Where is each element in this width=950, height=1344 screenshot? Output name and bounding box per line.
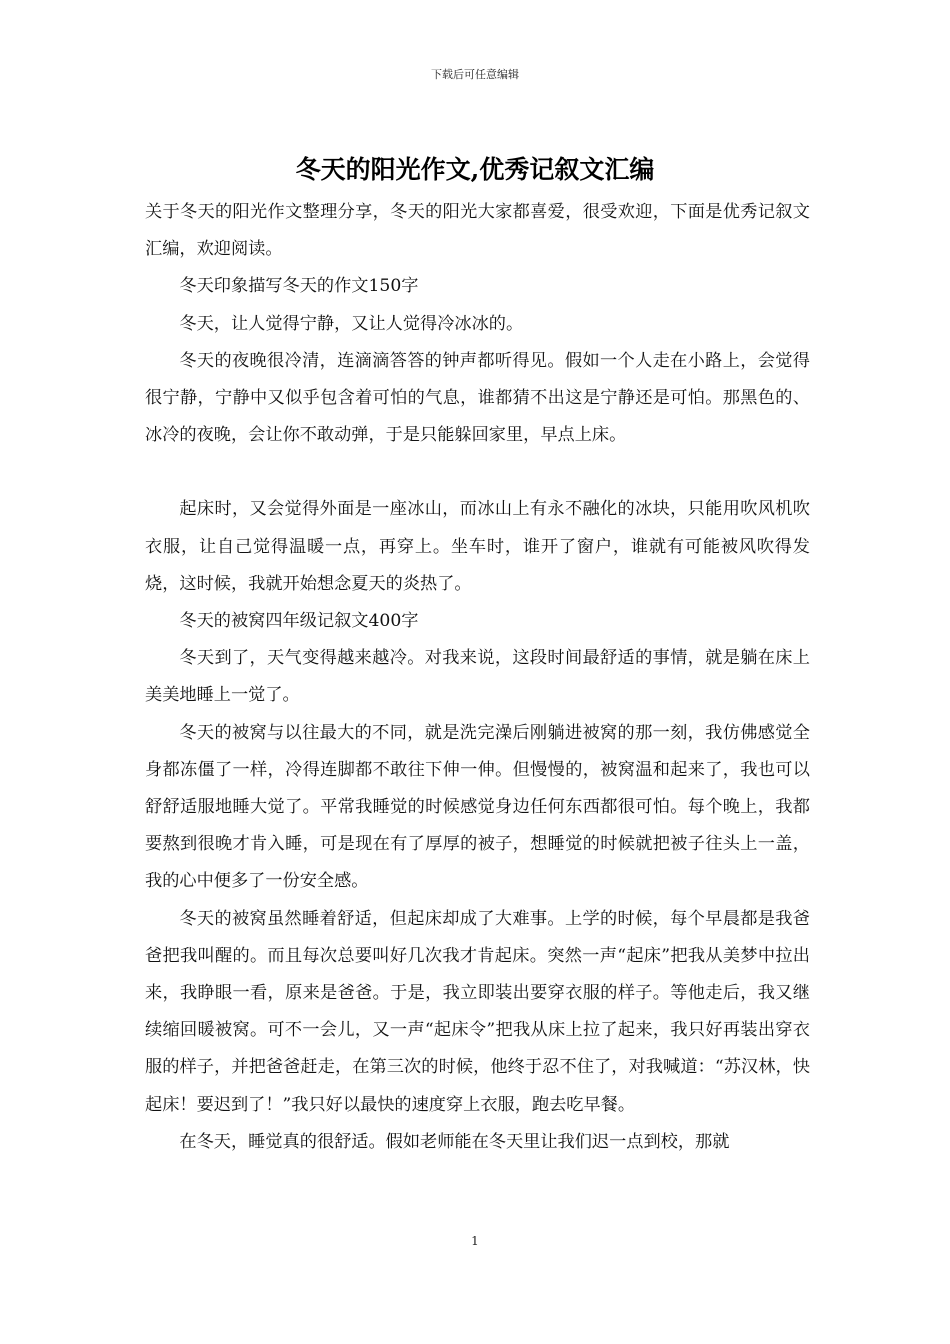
paragraph: 冬天的被窝虽然睡着舒适，但起床却成了大难事。上学的时候，每个早晨都是我爸爸把我叫醒的。而且每次总要叫好几次我才肯起床。突然一声“起床”把我从美梦中拉出来，我睁眼一看，原来是爸爸。于是，我立即装出要穿衣服的样子。等他走后，我又继续缩回暖被窝。可不一会儿，又一声“起床令”把我从床上拉了起来，我只好再装出穿衣服的样子，并把爸爸赶走，在第三次的时候，他终于忍不住了，对我喊道：“苏汉林，快起床！要迟到了！”我只好以最快的速度穿上衣服，跑去吃早餐。 [145, 908, 810, 1115]
document-body [145, 194, 810, 1161]
section-heading-winter-quilt: 冬天的被窝四年级记叙文400字 [179, 611, 419, 632]
paragraph: 冬天的被窝与以往最大的不同，就是洗完澡后刚躺进被窝的那一刻，我仿佛感觉全身都冻僵了一样，冷得连脚都不敢往下伸一伸。但慢慢的，被窝温和起来了，我也可以舒舒适服地睡大觉了。平常我睡觉的时候感觉身边任何东西都很可怕。每个晚上，我都要熬到很晚才肯入睡，可是现在有了厚厚的被子，想睡觉的时候就把被子往头上一盖，我的心中便多了一份安全感。 [145, 722, 810, 892]
paragraph: 冬天，让人觉得宁静，又让人觉得冷冰冰的。 [179, 313, 524, 334]
paragraph: 冬天的夜晚很冷清，连滴滴答答的钟声都听得见。假如一个人走在小路上，会觉得很宁静，宁静中又似乎包含着可怕的气息，谁都猜不出这是宁静还是可怕。那黑色的、冰冷的夜晚，会让你不敢动弹，于是只能躲回家里，早点上床。 [145, 350, 810, 446]
section-heading-winter-impression: 冬天印象描写冬天的作文150字 [179, 276, 419, 297]
paragraph: 在冬天，睡觉真的很舒适。假如老师能在冬天里让我们迟一点到校，那就 [179, 1131, 730, 1152]
intro-paragraph: 关于冬天的阳光作文整理分享，冬天的阳光大家都喜爱，很受欢迎，下面是优秀记叙文汇编，欢迎阅读。 [145, 202, 810, 260]
page-number: 1 [471, 1234, 479, 1248]
document-title: 冬天的阳光作文,优秀记叙文汇编 [295, 155, 655, 184]
paragraph: 起床时，又会觉得外面是一座冰山，而冰山上有永不融化的冰块，只能用吹风机吹衣服，让自己觉得温暖一点，再穿上。坐车时，谁开了窗户，谁就有可能被风吹得发烧，这时候，我就开始想念夏天的炎热了。 [145, 499, 810, 594]
paragraph: 冬天到了，天气变得越来越冷。对我来说，这段时间最舒适的事情，就是躺在床上美美地睡上一觉了。 [145, 648, 810, 706]
page-header-note: 下载后可任意编辑 [431, 68, 519, 81]
